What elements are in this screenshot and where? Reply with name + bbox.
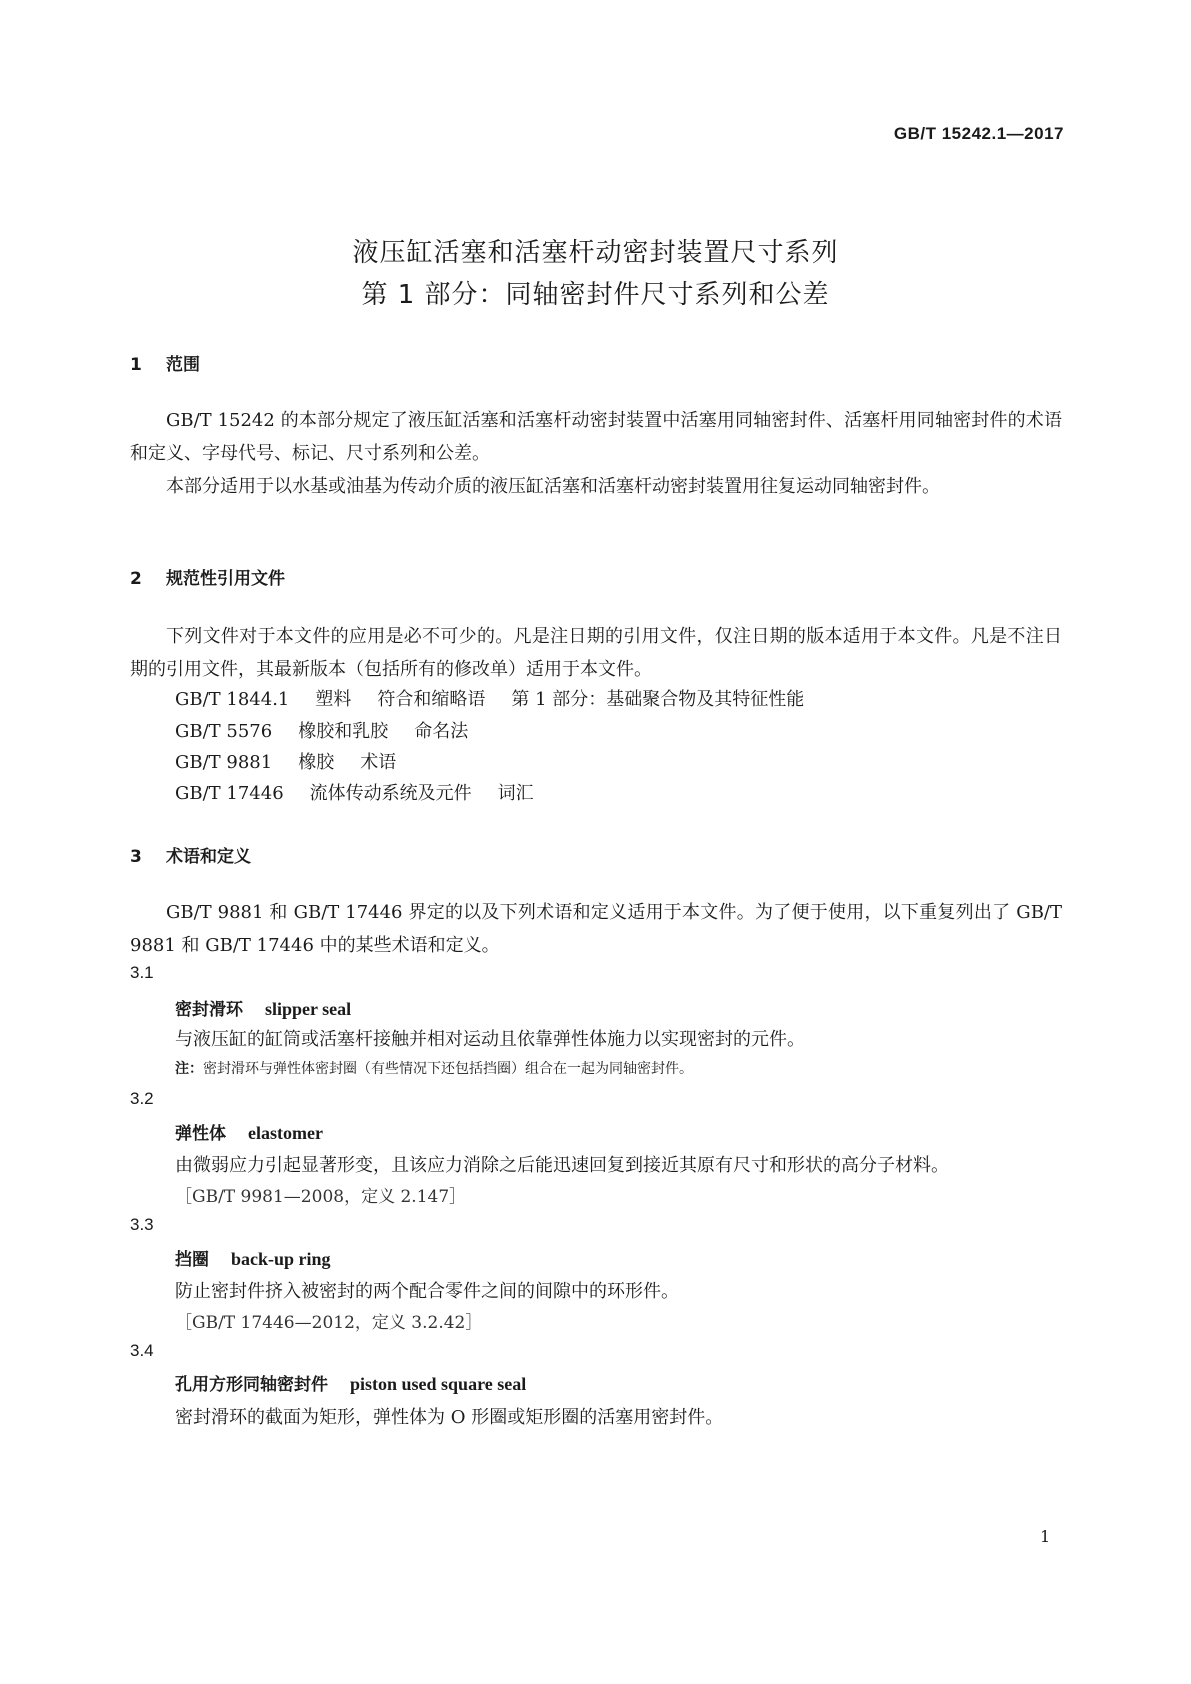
term-number: 3.4	[130, 1341, 154, 1360]
note-label: 注：	[175, 1061, 203, 1077]
term-entry	[175, 1119, 323, 1144]
reference-part: 流体传动系统及元件	[309, 783, 472, 804]
paragraph: GB/T 9881 和 GB/T 17446 界定的以及下列术语和定义适用于本文件。为了便于使用，以下重复列出了 GB/T 9881 和 GB/T 17446 中的某些术语和定义。	[130, 902, 1062, 956]
reference-code: GB/T 9881	[175, 752, 273, 773]
term-entry	[175, 995, 351, 1020]
reference-code: GB/T 5576	[175, 721, 273, 742]
section-number: 1	[130, 355, 142, 375]
term-number: 3.3	[130, 1215, 154, 1234]
term-zh: 孔用方形同轴密封件	[175, 1375, 328, 1395]
term-source: ［GB/T 17446—2012，定义 3.2.42］	[175, 1313, 483, 1333]
reference-item	[175, 717, 494, 743]
section-1-heading	[130, 350, 200, 375]
term-note	[175, 1058, 693, 1078]
term-definition: 密封滑环的截面为矩形，弹性体为 O 形圈或矩形圈的活塞用密封件。	[175, 1407, 724, 1428]
term-entry	[175, 1370, 526, 1395]
section-title: 范围	[166, 355, 200, 375]
term-zh: 密封滑环	[175, 1000, 243, 1020]
term-source: ［GB/T 9981—2008，定义 2.147］	[175, 1187, 467, 1207]
section-2-heading	[130, 564, 285, 589]
term-number: 3.2	[130, 1089, 154, 1108]
reference-part: 橡胶	[298, 752, 335, 773]
reference-item	[175, 685, 830, 711]
reference-code: GB/T 17446	[175, 783, 284, 804]
section-title: 规范性引用文件	[166, 569, 285, 589]
page-number: 1	[1040, 1527, 1051, 1546]
reference-part: 橡胶和乳胶	[298, 721, 389, 742]
section-number: 3	[130, 847, 142, 867]
reference-part: 命名法	[414, 721, 469, 742]
term-en: slipper seal	[265, 999, 352, 1019]
section-title: 术语和定义	[166, 847, 251, 867]
document-title-line1: 液压缸活塞和活塞杆动密封装置尺寸系列	[352, 238, 839, 268]
reference-item	[175, 748, 422, 774]
paragraph: 本部分适用于以水基或油基为传动介质的液压缸活塞和活塞杆动密封装置用往复运动同轴密封件。	[166, 476, 940, 497]
term-entry	[175, 1245, 331, 1270]
reference-item	[175, 779, 560, 805]
term-zh: 弹性体	[175, 1124, 226, 1144]
term-definition: 由微弱应力引起显著形变，且该应力消除之后能迅速回复到接近其原有尺寸和形状的高分子材料。	[175, 1155, 949, 1176]
section-number: 2	[130, 569, 142, 589]
reference-part: 符合和缩略语	[377, 689, 486, 710]
paragraph: GB/T 15242 的本部分规定了液压缸活塞和活塞杆动密封装置中活塞用同轴密封件、活塞杆用同轴密封件的术语和定义、字母代号、标记、尺寸系列和公差。	[130, 410, 1062, 464]
section-3-heading	[130, 842, 251, 867]
term-en: back-up ring	[231, 1249, 331, 1269]
reference-part: 词汇	[497, 783, 534, 804]
section-1-body	[130, 404, 1062, 503]
reference-part: 塑料	[315, 689, 352, 710]
reference-part: 第 1 部分：基础聚合物及其特征性能	[511, 689, 805, 710]
note-text: 密封滑环与弹性体密封圈（有些情况下还包括挡圈）组合在一起为同轴密封件。	[203, 1061, 693, 1077]
paragraph: 下列文件对于本文件的应用是必不可少的。凡是注日期的引用文件，仅注日期的版本适用于本文件。凡是不注日期的引用文件，其最新版本（包括所有的修改单）适用于本文件。	[130, 626, 1062, 680]
term-number: 3.1	[130, 963, 154, 982]
reference-code: GB/T 1844.1	[175, 689, 290, 710]
standard-number: GB/T 15242.1—2017	[893, 124, 1064, 143]
reference-part: 术语	[360, 752, 397, 773]
term-definition: 与液压缸的缸筒或活塞杆接触并相对运动且依靠弹性体施力以实现密封的元件。	[175, 1029, 805, 1050]
document-title-line2: 第 1 部分：同轴密封件尺寸系列和公差	[361, 280, 830, 310]
section-2-body	[130, 620, 1062, 686]
term-zh: 挡圈	[175, 1250, 209, 1270]
section-3-body	[130, 896, 1062, 962]
term-definition: 防止密封件挤入被密封的两个配合零件之间的间隙中的环形件。	[175, 1281, 679, 1302]
term-en: piston used square seal	[350, 1374, 527, 1394]
term-en: elastomer	[248, 1123, 323, 1143]
